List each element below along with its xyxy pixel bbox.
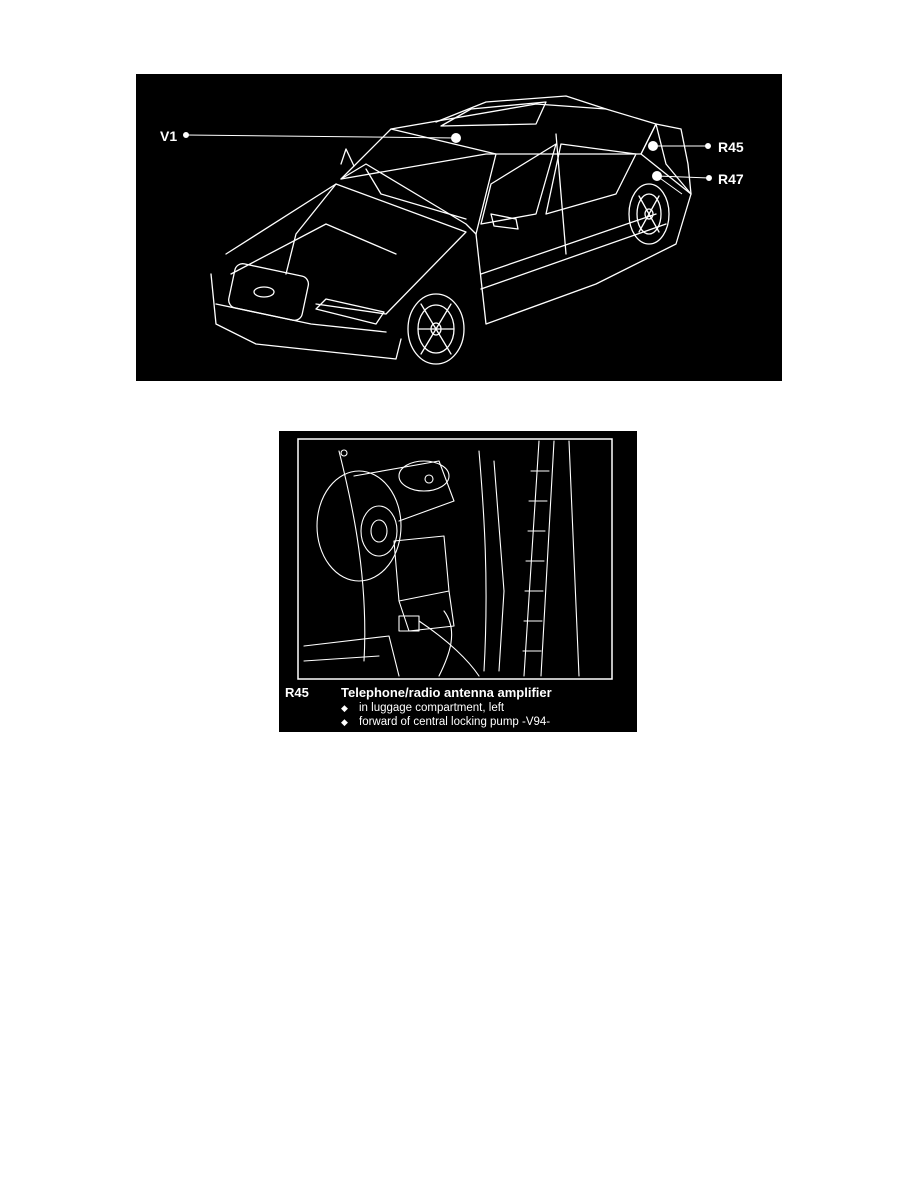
- bullet-diamond-icon: ◆: [341, 717, 348, 727]
- callout-r45: R45: [718, 139, 744, 155]
- callout-r47: R47: [718, 171, 744, 187]
- location-bullet: [341, 702, 504, 714]
- vehicle-line-drawing: [136, 74, 782, 381]
- bullet-text: forward of central locking pump -V94-: [359, 716, 551, 728]
- bullet-diamond-icon: ◆: [341, 703, 348, 713]
- component-location-figure: [279, 431, 637, 732]
- component-code: R45: [285, 685, 309, 700]
- vehicle-locator-figure: [136, 74, 782, 381]
- callout-v1: V1: [160, 128, 178, 144]
- location-bullet: [341, 716, 550, 728]
- component-title: Telephone/radio antenna amplifier: [341, 685, 552, 700]
- bullet-text: in luggage compartment, left: [359, 702, 505, 714]
